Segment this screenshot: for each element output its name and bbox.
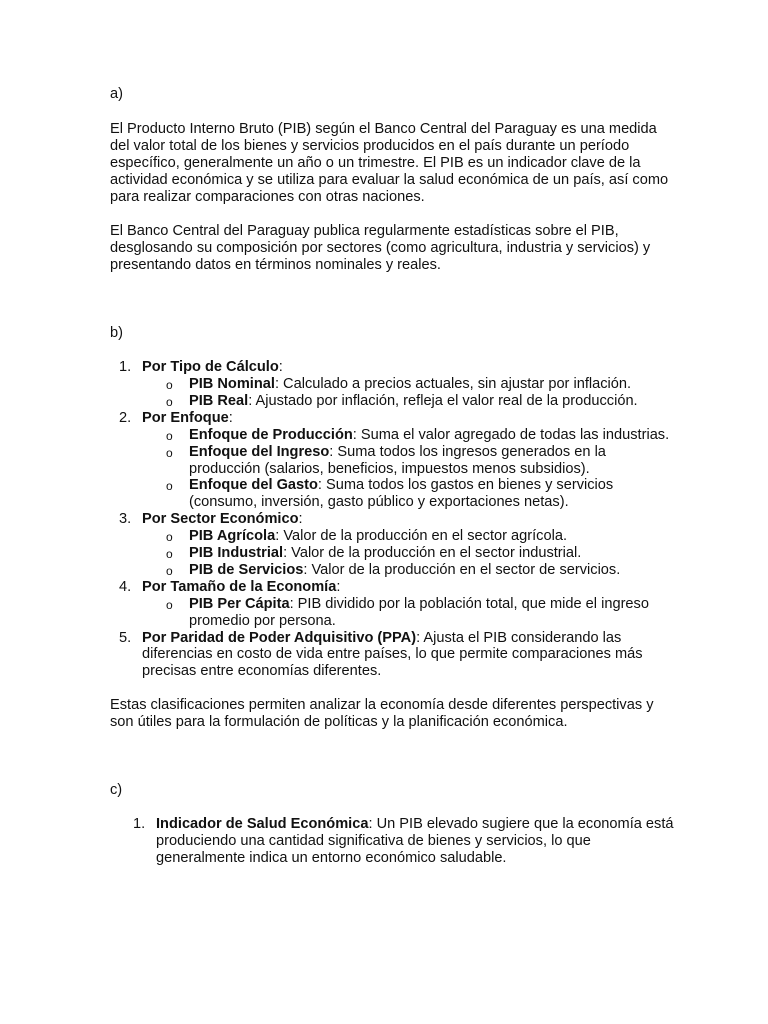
list-item <box>110 410 670 511</box>
list-item <box>110 359 670 410</box>
list-item-text: : <box>336 578 341 595</box>
sub-list-item <box>142 393 670 410</box>
sub-item-text: : Suma todos los ingresos generados en la producción (salarios, beneficios, impuestos menos subsidios). <box>189 443 606 477</box>
sub-item-text: : Valor de la producción en el sector agrícola. <box>275 528 568 545</box>
sub-item-title: Enfoque de Producción <box>189 426 353 443</box>
sub-list <box>142 427 670 512</box>
list-item-text: : <box>228 409 233 426</box>
sub-item-title: PIB Real <box>189 392 249 409</box>
sub-item-title: PIB Agrícola <box>189 528 276 545</box>
section-a-paragraph-2: El Banco Central del Paraguay publica regularmente estadísticas sobre el PIB, desglosando su composición por sectores (como agricultura, industria y servicios) y presentando datos en términos nominales y reales. <box>110 223 651 274</box>
list-item <box>110 630 670 681</box>
list-item-title: Por Tipo de Cálculo <box>142 359 279 376</box>
list-item-number: 5. <box>119 629 132 646</box>
sub-list-item <box>142 444 670 478</box>
bullet-icon: o <box>166 479 173 494</box>
sub-item-title: PIB Nominal <box>189 375 275 392</box>
sub-list <box>142 596 670 630</box>
bullet-icon: o <box>166 547 173 562</box>
sub-item-text: : PIB dividido por la población total, que mide el ingreso promedio por persona. <box>189 595 649 629</box>
list-item <box>110 579 670 630</box>
pib-classification-list <box>110 359 670 680</box>
list-item-number: 2. <box>119 409 132 426</box>
sub-item-title: Enfoque del Ingreso <box>189 443 330 460</box>
sub-list-item <box>142 477 670 511</box>
sub-list-item <box>142 528 670 545</box>
list-item-title: Por Sector Económico <box>142 511 299 528</box>
sub-item-title: PIB Industrial <box>189 545 284 562</box>
bullet-icon: o <box>166 428 173 443</box>
list-item-title: Por Enfoque <box>142 409 229 426</box>
sub-list <box>142 528 670 579</box>
list-item-text: : <box>278 359 283 376</box>
sub-list-item <box>142 376 670 393</box>
list-item-number: 3. <box>119 511 132 528</box>
sub-item-text: : Valor de la producción en el sector de servicios. <box>303 561 621 578</box>
sub-item-text: : Valor de la producción en el sector industrial. <box>283 545 582 562</box>
sub-list-item <box>142 545 670 562</box>
sub-item-title: PIB de Servicios <box>189 561 304 578</box>
section-a-paragraph-1: El Producto Interno Bruto (PIB) según el Banco Central del Paraguay es una medida del valor total de los bienes y servicios producidos en el país durante un período específico, generalmente un año o un trimestre. El PIB es un indicador clave de la actividad económica y se utiliza para evaluar la salud económica de un país, así como para realizar comparaciones con otras naciones. <box>110 120 669 205</box>
sub-list-item <box>142 596 670 630</box>
list-item-text: : Ajusta el PIB considerando las diferencias en costo de vida entre países, lo que permite comparaciones más precisas entre economías diferentes. <box>142 629 643 680</box>
sub-item-title: Enfoque del Gasto <box>189 477 318 494</box>
bullet-icon: o <box>166 597 173 612</box>
list-item-number: 1. <box>119 359 132 376</box>
bullet-icon: o <box>166 445 173 460</box>
section-b-closing-paragraph: Estas clasificaciones permiten analizar la economía desde diferentes perspectivas y son útiles para la formulación de políticas y la planificación económica. <box>110 697 654 731</box>
sub-list <box>142 376 670 410</box>
document-page <box>110 86 674 867</box>
list-item-text: : Un PIB elevado sugiere que la economía está produciendo una cantidad significativa de bienes y servicios, lo que generalmente indica un entorno económico saludable. <box>156 816 674 866</box>
list-item-text: : <box>298 511 303 528</box>
list-item-number: 4. <box>119 578 132 595</box>
sub-item-title: PIB Per Cápita <box>189 595 290 612</box>
list-item-title: Por Paridad de Poder Adquisitivo (PPA) <box>142 629 417 646</box>
list-item <box>110 816 676 867</box>
bullet-icon: o <box>166 394 173 409</box>
sub-list-item <box>142 427 670 444</box>
list-item-title: Indicador de Salud Económica <box>156 816 369 832</box>
list-item-title: Por Tamaño de la Economía <box>142 578 337 595</box>
section-a-label: a) <box>110 86 123 102</box>
bullet-icon: o <box>166 377 173 392</box>
list-item <box>110 511 670 579</box>
sub-list-item <box>142 562 670 579</box>
pib-importance-list <box>110 816 674 867</box>
sub-item-text: : Ajustado por inflación, refleja el valor real de la producción. <box>248 392 638 409</box>
list-item-number: 1. <box>133 816 146 832</box>
sub-item-text: : Suma todos los gastos en bienes y servicios (consumo, inversión, gasto público y exportaciones netas). <box>189 477 614 511</box>
sub-item-text: : Suma el valor agregado de todas las industrias. <box>352 426 670 443</box>
bullet-icon: o <box>166 563 173 578</box>
sub-item-text: : Calculado a precios actuales, sin ajustar por inflación. <box>274 375 632 392</box>
section-c-label: c) <box>110 782 123 799</box>
bullet-icon: o <box>166 530 173 545</box>
section-b-label: b) <box>110 325 123 342</box>
